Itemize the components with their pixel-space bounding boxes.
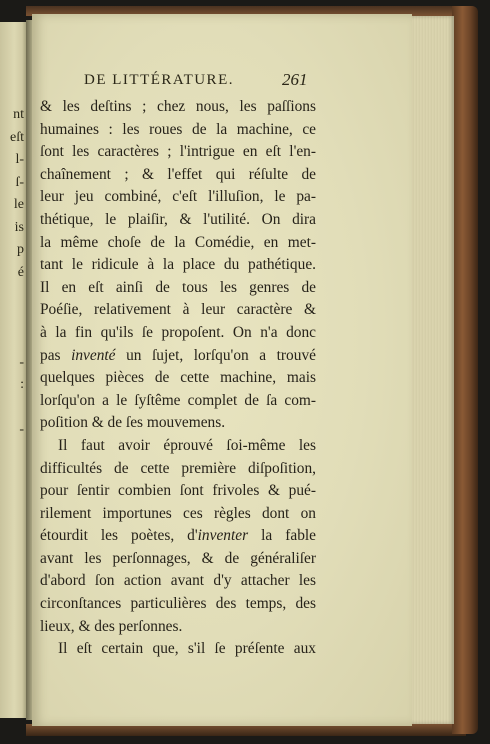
text-line bbox=[40, 548, 316, 571]
left-page-fragment: - bbox=[19, 354, 24, 370]
text-run: circonſtances particulières des temps, des bbox=[40, 595, 316, 613]
left-page-fragment: : bbox=[20, 377, 24, 392]
text-line bbox=[40, 254, 316, 277]
text-line bbox=[40, 96, 316, 119]
text-run: difficultés de cette première diſpoſition, bbox=[40, 459, 316, 477]
text-run: Il en eſt ainſi de tous les genres de bbox=[40, 278, 316, 296]
left-page-edge bbox=[0, 22, 27, 718]
left-page-fragment: nt bbox=[13, 107, 24, 122]
text-run: avant les perſonnages, & de généraliſer bbox=[40, 549, 316, 567]
page-number: 261 bbox=[282, 70, 308, 89]
text-line bbox=[40, 277, 316, 300]
text-line bbox=[40, 345, 316, 368]
text-line bbox=[40, 616, 316, 639]
left-page-fragment: le bbox=[13, 197, 24, 212]
text-run: poſition & de ſes mouvemens. bbox=[40, 414, 226, 432]
page-edges bbox=[410, 16, 454, 724]
text-run: un ſujet, lorſqu'on a trouvé bbox=[115, 346, 316, 364]
left-page-fragment bbox=[0, 329, 24, 352]
text-line bbox=[40, 480, 316, 503]
text-run: pour ſentir combien ſont frivoles & pué- bbox=[40, 482, 316, 500]
text-run: pas bbox=[40, 346, 72, 364]
text-run: humaines : les roues de la machine, ce bbox=[40, 120, 316, 138]
text-line bbox=[40, 458, 316, 481]
left-page-fragment: - bbox=[19, 422, 24, 437]
text-line bbox=[40, 232, 316, 255]
text-line bbox=[40, 525, 316, 548]
text-line bbox=[40, 209, 316, 232]
text-line bbox=[40, 638, 316, 661]
text-line bbox=[40, 570, 316, 593]
text-run: étourdit les poètes, d' bbox=[40, 527, 198, 545]
text-line bbox=[40, 412, 316, 435]
text-run: ſont les caractères ; l'intrigue en eſt l'en- bbox=[40, 143, 316, 161]
text-run: & les deſtins ; chez nous, les paſſions bbox=[40, 98, 316, 115]
text-run: chaînement ; & l'effet qui réſulte de bbox=[40, 165, 316, 183]
italic-word: inventer bbox=[197, 527, 249, 545]
left-page-fragment bbox=[0, 397, 24, 420]
text-line bbox=[40, 186, 316, 209]
left-page-fragment: is bbox=[14, 219, 24, 235]
text-line bbox=[40, 299, 316, 322]
text-line bbox=[40, 390, 316, 413]
text-run: la fable bbox=[248, 527, 316, 545]
left-page-fragment: p bbox=[17, 242, 24, 257]
body-text bbox=[40, 96, 316, 661]
left-page-fragment: l- bbox=[15, 152, 24, 167]
text-run: lorſqu'on a le ſyſtême complet de ſa com- bbox=[40, 391, 316, 409]
text-line bbox=[40, 119, 316, 142]
text-run: thétique, le plaiſir, & l'utilité. On dira bbox=[40, 210, 316, 228]
text-run: d'abord ſon action avant d'y attacher les bbox=[40, 572, 316, 590]
text-run: à la fin qu'ils ſe propoſent. On n'a donc bbox=[40, 323, 316, 341]
text-line bbox=[40, 503, 316, 526]
text-line bbox=[40, 435, 316, 458]
text-run: quelques pièces de cette machine, mais bbox=[40, 369, 316, 387]
text-line bbox=[40, 141, 316, 164]
left-page-text-fragments bbox=[0, 104, 26, 442]
text-line bbox=[40, 164, 316, 187]
text-run: la même choſe de la Comédie, en met- bbox=[40, 233, 316, 251]
left-page-fragment bbox=[0, 307, 24, 330]
text-line bbox=[40, 593, 316, 616]
text-run: Il faut avoir éprouvé ſoi-même les bbox=[58, 436, 316, 454]
running-head: DE LITTÉRATURE. bbox=[84, 72, 234, 88]
text-line bbox=[40, 367, 316, 390]
left-page-fragment: é bbox=[17, 264, 24, 280]
italic-word: inventé bbox=[71, 346, 116, 364]
text-run: Il eſt certain que, s'il ſe préſente aux bbox=[58, 640, 316, 658]
left-page-fragment: ſ- bbox=[15, 174, 24, 190]
text-run: tant le ridicule à la place du pathétique. bbox=[40, 256, 316, 274]
text-run: lieux, & des perſonnes. bbox=[40, 617, 183, 635]
text-run: leur jeu combiné, c'eſt l'illuſion, le pa- bbox=[40, 188, 316, 206]
text-run: Poéſie, relativement à leur caractère & bbox=[40, 301, 316, 319]
book-cover-right bbox=[452, 6, 478, 734]
text-line bbox=[40, 322, 316, 345]
left-page-fragment: eſt bbox=[10, 129, 24, 145]
text-run: rilement importunes ces règles dont on bbox=[40, 504, 316, 522]
left-page-fragment bbox=[0, 284, 24, 307]
